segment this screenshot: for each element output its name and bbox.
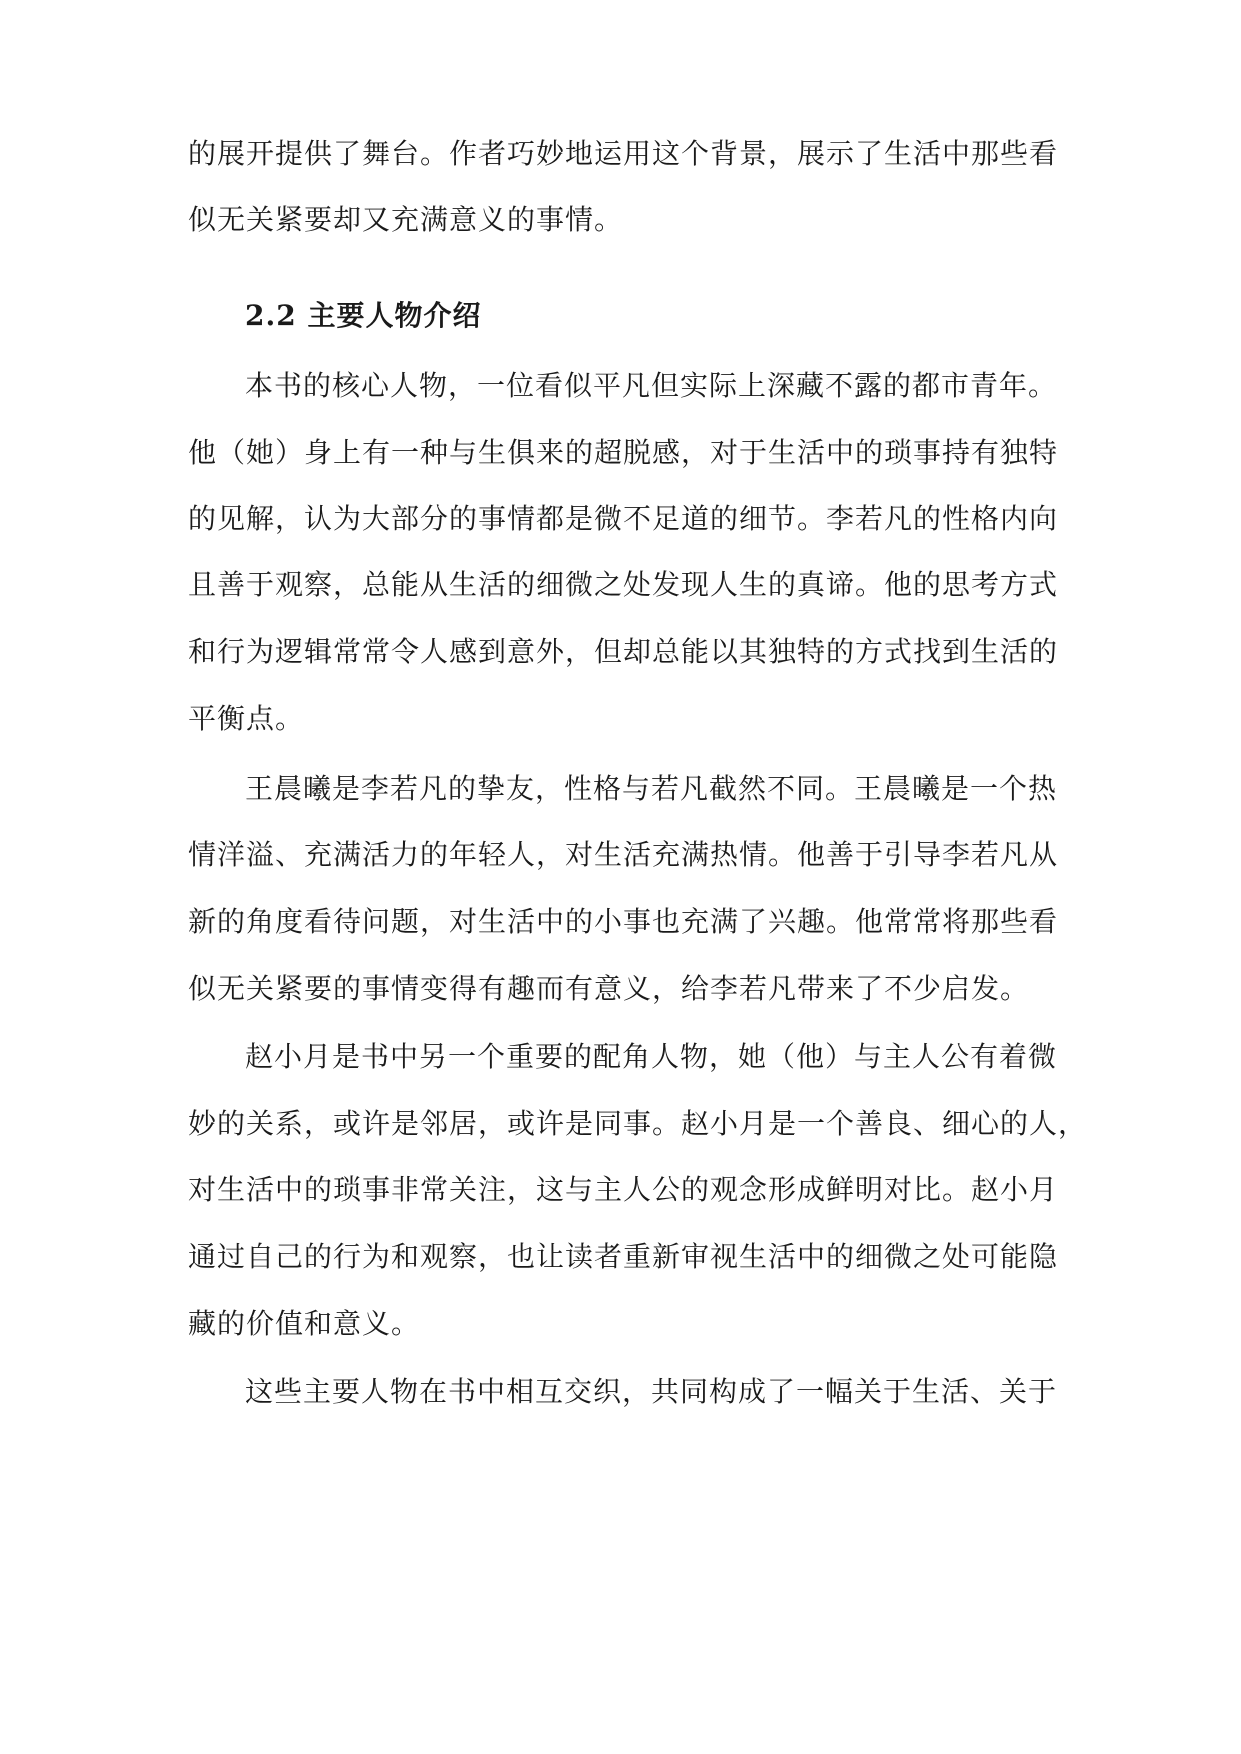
text-line: 这些主要人物在书中相互交织，共同构成了一幅关于生活、关于 xyxy=(245,1375,1058,1408)
text-line: 情洋溢、充满活力的年轻人，对生活充满热情。他善于引导李若凡从 xyxy=(188,838,1059,871)
text-line: 似无关紧要的事情变得有趣而有意义，给李若凡带来了不少启发。 xyxy=(188,972,1030,1005)
text-line: 通过自己的行为和观察，也让读者重新审视生活中的细微之处可能隐 xyxy=(188,1240,1059,1273)
text-line: 的见解，认为大部分的事情都是微不足道的细节。李若凡的性格内向 xyxy=(188,502,1059,535)
text-line: 赵小月是书中另一个重要的配角人物，她（他）与主人公有着微 xyxy=(245,1040,1058,1073)
text-line: 王晨曦是李若凡的挚友，性格与若凡截然不同。王晨曦是一个热 xyxy=(245,772,1058,805)
text-line: 平衡点。 xyxy=(188,702,305,735)
text-line: 对生活中的琐事非常关注，这与主人公的观念形成鲜明对比。赵小月 xyxy=(188,1173,1059,1206)
text-line: 他（她）身上有一种与生俱来的超脱感，对于生活中的琐事持有独特 xyxy=(188,436,1059,469)
section-heading: 2.2 主要人物介绍 xyxy=(245,299,482,332)
text-line: 妙的关系，或许是邻居，或许是同事。赵小月是一个善良、细心的人， xyxy=(188,1107,1088,1140)
text-line: 藏的价值和意义。 xyxy=(188,1307,421,1340)
text-line: 本书的核心人物，一位看似平凡但实际上深藏不露的都市青年。 xyxy=(245,369,1058,402)
text-line: 的展开提供了舞台。作者巧妙地运用这个背景，展示了生活中那些看 xyxy=(188,137,1059,170)
text-line: 似无关紧要却又充满意义的事情。 xyxy=(188,203,624,236)
text-line: 且善于观察，总能从生活的细微之处发现人生的真谛。他的思考方式 xyxy=(188,568,1059,601)
text-line: 新的角度看待问题，对生活中的小事也充满了兴趣。他常常将那些看 xyxy=(188,905,1059,938)
text-line: 和行为逻辑常常令人感到意外，但却总能以其独特的方式找到生活的 xyxy=(188,635,1059,668)
